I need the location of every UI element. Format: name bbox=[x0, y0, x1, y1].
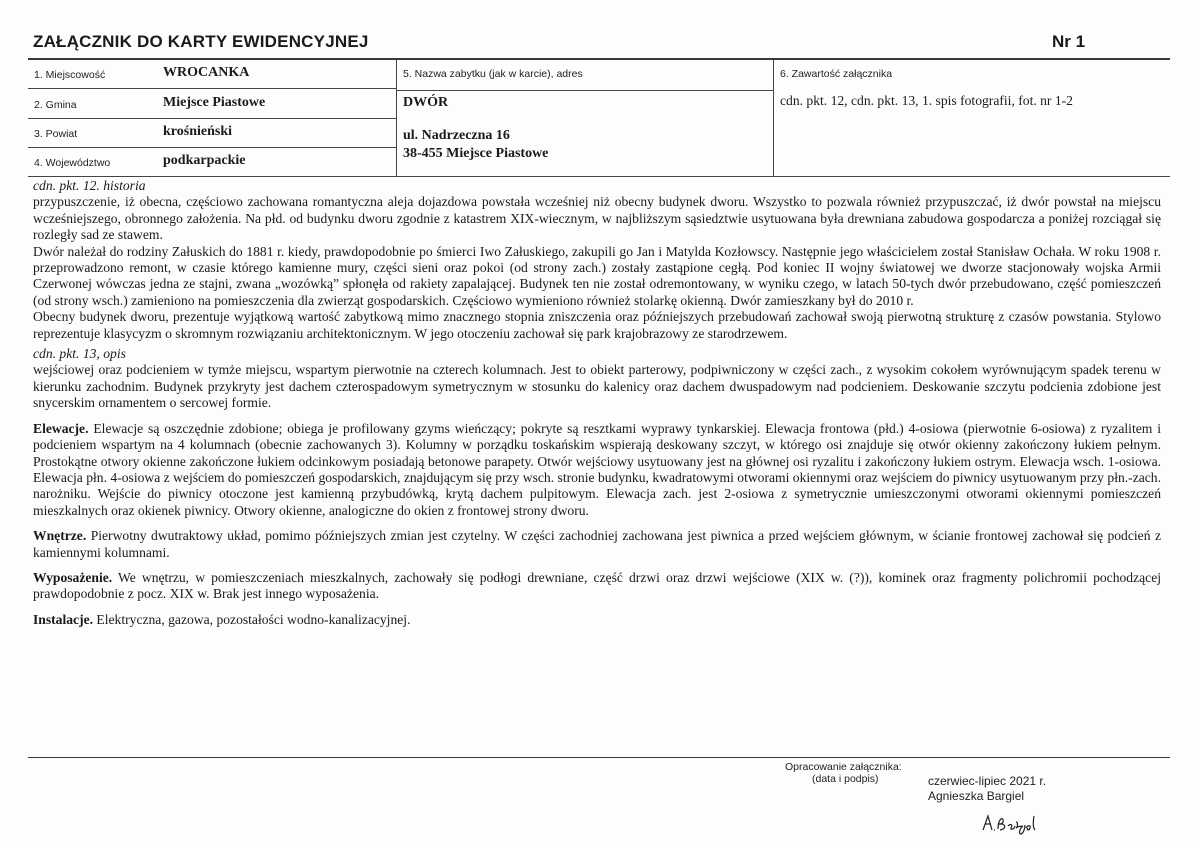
installations-text: Elektryczna, gazowa, pozostałości wodno-kanalizacyjnej. bbox=[93, 611, 411, 627]
voivodeship-label: 4. Województwo bbox=[34, 157, 111, 169]
author-name: Agnieszka Bargiel bbox=[928, 789, 1025, 803]
contents-value: cdn. pkt. 12, cdn. pkt. 13, 1. spis fotografii, fot. nr 1-2 bbox=[780, 93, 1073, 108]
installations-block bbox=[33, 612, 1161, 628]
prepared-sublabel: (data i podpis) bbox=[812, 773, 879, 785]
monument-city: 38-455 Miejsce Piastowe bbox=[403, 146, 549, 161]
district-value: krośnieński bbox=[163, 124, 232, 139]
description-intro: wejściowej oraz podcieniem w tymże miejscu, wspartym pierwotnie na czterech kolumnach. Jest to obiekt parterowy, podpiwniczony w części zach., z wysokim cokołem wyrównującym spadek terenu w kierunku zachodnim. Budynek przykryty jest dachem czterospadowym symetrycznym w stosunku do kalenicy oraz dachem dwuspadowym nad podcieniem. Deskowanie szczytu podcienia zdobione jest snycerskim ornamentem o sercowej formie. bbox=[33, 362, 1161, 411]
document-body bbox=[33, 178, 1161, 628]
history-paragraph: Obecny budynek dworu, prezentuje wyjątkową wartość zabytkową mimo znacznego stopnia zniszczenia oraz późniejszych przebudowań zachował swoją pierwotną strukturę z czasów powstania. Stylowo reprezentuje klasycyzm o skromnym rozwiązaniu architektonicznym. W jego otoczeniu zachował się park krajobrazowy ze starodrzewem. bbox=[33, 309, 1161, 341]
commune-row bbox=[28, 89, 396, 119]
monument-separator bbox=[397, 90, 773, 91]
interior-block bbox=[33, 528, 1161, 561]
commune-label: 2. Gmina bbox=[34, 99, 77, 111]
history-paragraph: przypuszczenie, iż obecna, częściowo zachowana romantyczna aleja dojazdowa powstała wcześniej niż obecny budynek dworu. Wszystko to pozwala również przypuszczać, iż dwór powstał na miejscu wcześniejszego, obronnego założenia. Na płd. od budynku dworu zgodnie z katastrem XIX-wiecznym, w najbliższym sąsiedztwie usytuowana była drewniana zabudowa gospodarcza a poniżej rozciągał się rozległy sad ze stawem. bbox=[33, 194, 1161, 243]
elevations-term: Elewacje. bbox=[33, 420, 89, 436]
voivodeship-row bbox=[28, 147, 396, 176]
bottom-divider bbox=[28, 757, 1170, 758]
prepared-date: czerwiec-lipiec 2021 r. bbox=[928, 774, 1047, 788]
locality-row bbox=[28, 59, 396, 89]
monument-name: DWÓR bbox=[403, 95, 449, 110]
history-paragraph: Dwór należał do rodziny Załuskich do 1881 r. kiedy, prawdopodobnie po śmierci Iwo Załuskiego, zakupili go Jan i Matylda Kozłowscy. Następnie jego właścicielem został Stanisław Ochała. W roku 1908 r. przeprowadzono remont, w czasie którego kamienne mury, części sieni oraz pokoi (od strony zach.) zostały zastąpione cegłą. Pod koniec II wojny światowej we dworze stacjonowały wojska Armii Czerwonej wówczas jedna ze stajni, zwana „wozówką” spłonęła od rakiety zapalającej. Budynek ten nie został odremontowany, w wyniku czego, w latach 50-tych dwór przebudowano, część pomieszczeń (od strony wsch.) zamieniono na pomieszczenia dla zwierząt gospodarskich. Częściowo wymieniono również stolarkę okienną. Dwór zamieszkany był do 2010 r. bbox=[33, 243, 1161, 308]
monument-column bbox=[397, 59, 774, 176]
district-row bbox=[28, 118, 396, 148]
furnishings-block bbox=[33, 570, 1161, 603]
furnishings-text: We wnętrzu, w pomieszczeniach mieszkalnych, zachowały się podłogi drewniane, część drzwi oraz drzwi wejściowe (XIX w. (?)), kominek oraz fragmenty polichromii pochodzącej prawdopodobnie z pocz. XIX w. Brak jest innego wyposażenia. bbox=[33, 569, 1161, 602]
furnishings-term: Wyposażenie. bbox=[33, 569, 113, 585]
contents-label: 6. Zawartość załącznika bbox=[780, 68, 893, 80]
locality-value: WROCANKA bbox=[163, 65, 250, 80]
elevations-block bbox=[33, 421, 1161, 519]
prepared-label: Opracowanie załącznika: bbox=[785, 761, 902, 773]
interior-text: Pierwotny dwutraktowy układ, pomimo późniejszych zmian jest czytelny. W części zachodniej zachowana jest piwnica a przed wejściem głównym, w ścianie frontowej zachował się podcień z kamiennymi kolumnami. bbox=[33, 528, 1161, 560]
voivodeship-value: podkarpackie bbox=[163, 153, 246, 168]
contents-column bbox=[774, 59, 1170, 176]
handwritten-signature bbox=[980, 808, 1050, 836]
monument-label: 5. Nazwa zabytku (jak w karcie), adres bbox=[403, 68, 583, 80]
commune-value: Miejsce Piastowe bbox=[163, 95, 266, 110]
installations-term: Instalacje. bbox=[33, 611, 94, 627]
description-heading: cdn. pkt. 13, opis bbox=[33, 346, 126, 362]
document-title: ZAŁĄCZNIK DO KARTY EWIDENCYJNEJ bbox=[33, 32, 369, 51]
interior-term: Wnętrze. bbox=[33, 528, 87, 544]
monument-street: ul. Nadrzeczna 16 bbox=[403, 128, 510, 143]
locality-label: 1. Miejscowość bbox=[34, 69, 106, 81]
history-heading: cdn. pkt. 12. historia bbox=[33, 178, 146, 193]
document-number: Nr 1 bbox=[1052, 32, 1086, 51]
location-column bbox=[28, 59, 397, 176]
elevations-text: Elewacje są oszczędnie zdobione; obiega je profilowany gzyms wieńczący; pokryte są resztkami wyprawy tynkarskiej. Elewacja frontowa (płd.) 4-osiowa (pierwotnie 6-osiowa) z ryzalitem i podcieniem wspartym na 4 kolumnach (obecnie zachowanych 3). Kolumny w porządku toskańskim wspierają deskowany szczyt, w którego osi znajduje się otwór okienny zakończony łukiem pełnym. Prostokątne otwory okienne zakończone łukiem odcinkowym posiadają betonowe parapety. Otwór wejściowy usytuowany jest na głównej osi ryzalitu i zakończony łukiem ostrym. Elewacja wsch. 1-osiowa. Elewacja płn. 4-osiowa z wejściem do pomieszczeń gospodarskich, znajdującym się przy wsch. stronie budynku, kwadratowymi otworami okiennymi oraz wejściem do piwnicy usytuowanym przy płn.-zach. narożniku. Wejście do piwnicy otoczone jest kamienną przybudówką, krytą dachem pulpitowym. Elewacja zach. jest 2-osiowa z symetrycznie umieszczonymi otworami okiennymi pomieszczeń mieszkalnych oraz okienek piwnicy. Otwory okienne, analogiczne do okien z frontowej strony dworu. bbox=[33, 420, 1161, 518]
district-label: 3. Powiat bbox=[34, 128, 78, 140]
metadata-table bbox=[28, 59, 1170, 177]
